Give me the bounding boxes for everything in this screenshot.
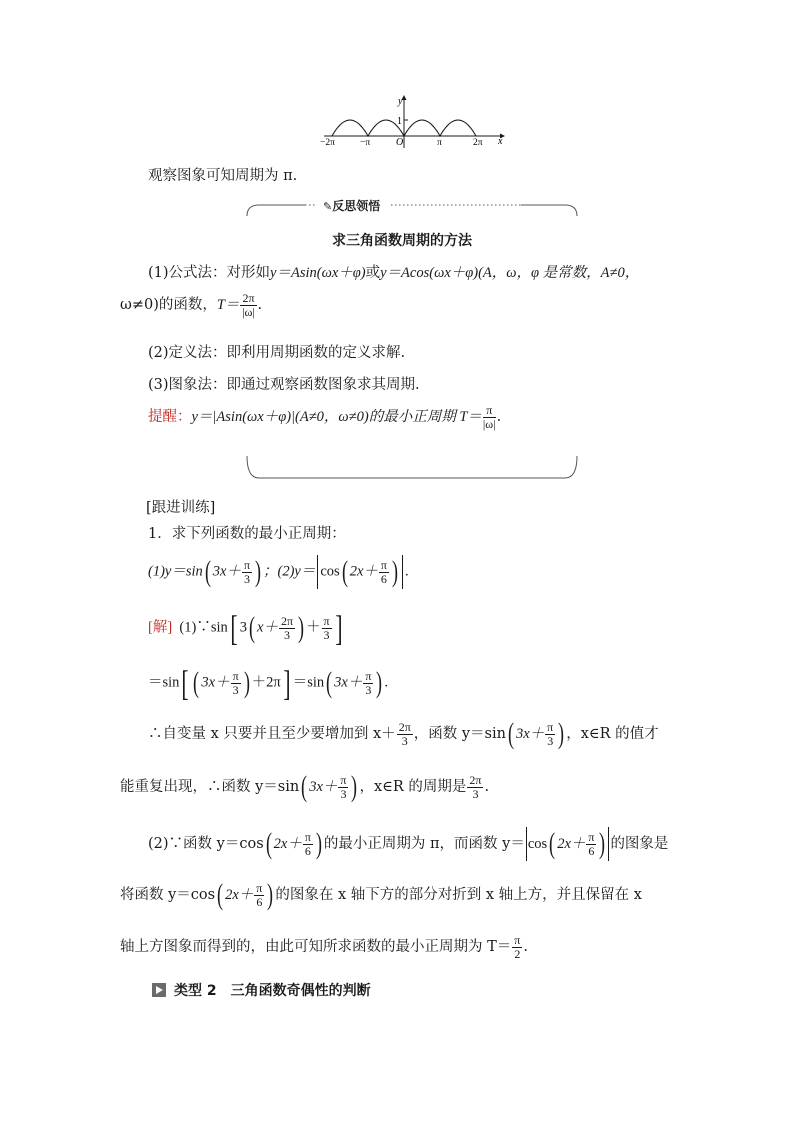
observe-line: 观察图象可知周期为 π.: [148, 168, 298, 184]
reflection-header: ✎反思领悟: [323, 199, 381, 213]
tick-label-2pi: 2π: [473, 138, 483, 148]
method-item-1-line2: ω≠0)的函数，T＝ $\frac{2\pi}{|\omega|}$ .: [120, 291, 263, 319]
play-icon: [152, 983, 166, 997]
method-item-2: (2)定义法：即利用周期函数的定义求解.: [148, 345, 406, 361]
solution-line-7: 轴上方图象而得到的，由此可知所求函数的最小正周期为 T＝ $\frac{\pi}{2}$ .: [120, 933, 528, 961]
practice-question: 1．求下列函数的最小正周期：: [148, 526, 346, 542]
solution-line-3: ∴自变量 x 只要并且至少要增加到 x＋ $\frac{2\pi}{3}$ ，函数 y＝sin( 3x＋ $\frac{\pi}{3}$ ) ，x∈R 的值才: [148, 717, 659, 750]
solution-label: [解]: [148, 619, 173, 636]
practice-functions: (1)y＝sin( 3x＋ $\frac{\pi}{3}$ ) ；(2)y＝ cos( 2x＋ $\frac{\pi}{6}$ ) .: [148, 555, 409, 588]
y-axis-label: y: [398, 96, 403, 107]
tick-label-pi: π: [437, 138, 442, 148]
solution-line-6: 将函数 y＝cos( 2x＋ $\frac{\pi}{6}$ ) 的图象在 x 轴下方的部分对折到 x 轴上方，并且保留在 x: [120, 878, 642, 911]
tick-one-label: 1: [397, 116, 402, 127]
method-item-1-line1: (1)公式法：对形如y＝Asin(ωx＋φ)或y＝Acos(ωx＋φ)(A，ω，φ 是常数，A≠0，: [148, 265, 640, 281]
reflection-title: 求三角函数周期的方法: [332, 233, 472, 249]
hint-label: 提醒：: [148, 409, 192, 426]
function-graph: [318, 92, 508, 150]
x-axis-label: x: [498, 136, 503, 147]
solution-line-1: [解] (1)∵sin[ 3( x＋ $\frac{2\pi}{3}$ ) ＋ $\frac{\pi}{3}$ ]: [148, 608, 343, 648]
method-item-3: (3)图象法：即通过观察函数图象求其周期.: [148, 377, 420, 393]
origin-label: O: [396, 137, 404, 148]
practice-label: [跟进训练]: [146, 500, 216, 516]
tick-label-neg2pi: −2π: [320, 138, 335, 148]
reflection-hint: 提醒：y＝|Asin(ωx＋φ)|(A≠0，ω≠0)的最小正周期 T＝ $\frac{\pi}{|\omega|}$ .: [148, 403, 502, 431]
pencil-icon: ✎: [323, 200, 333, 213]
solution-line-4: 能重复出现，∴函数 y＝sin( 3x＋ $\frac{\pi}{3}$ ) ，x∈R 的周期是 $\frac{2\pi}{3}$ .: [120, 770, 490, 803]
solution-line-5: (2)∵函数 y＝cos( 2x＋ $\frac{\pi}{6}$ ) 的最小正周期为 π，而函数 y＝ cos( 2x＋ $\frac{\pi}{6}$ ) 的图象是: [148, 827, 669, 860]
section-heading: 类型 2 三角函数奇偶性的判断: [152, 980, 371, 1000]
solution-line-2: ＝sin[ ( 3x＋ $\frac{\pi}{3}$ ) ＋2π] ＝sin( 3x＋ $\frac{\pi}{3}$ ) .: [148, 663, 389, 703]
tick-label-negpi: −π: [360, 138, 371, 148]
